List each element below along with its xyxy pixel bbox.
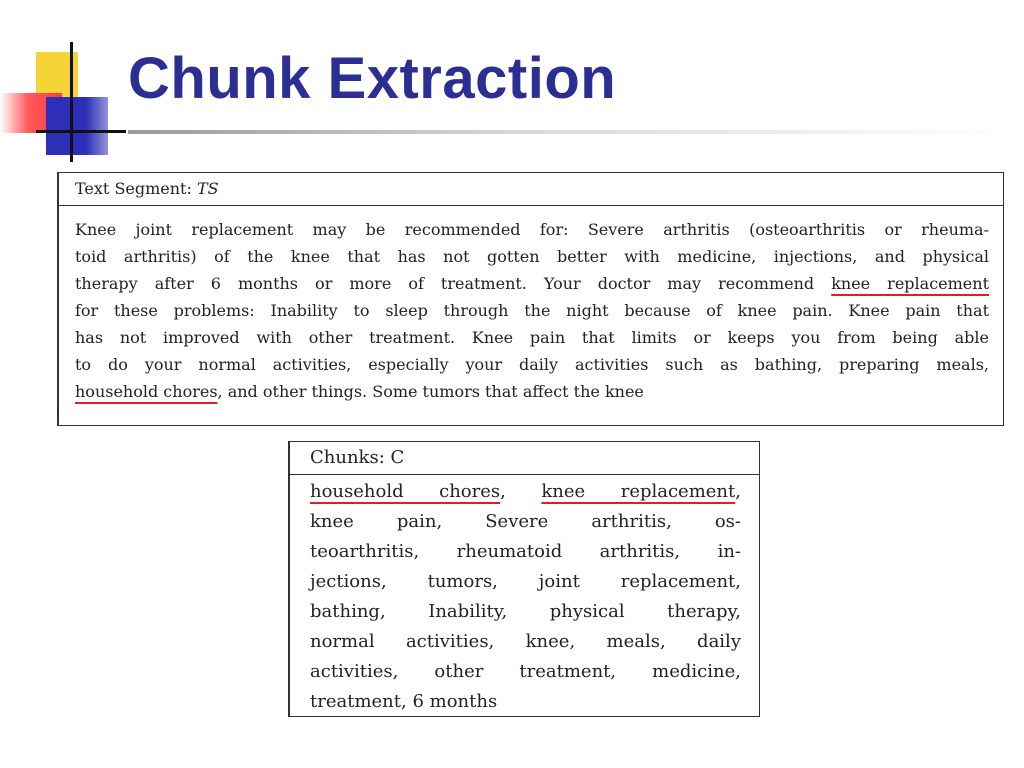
underlined-phrase-household-chores: household chores	[75, 382, 218, 401]
text-segment-body	[59, 206, 1003, 405]
chunk-line: jections, tumors, joint replacement,	[310, 571, 741, 592]
title-divider	[128, 130, 1008, 134]
segment-text: for these problems: Inability to sleep through the night because of knee pain. Knee pain that	[75, 301, 989, 320]
segment-line	[75, 378, 989, 405]
logo-horizontal-line	[36, 130, 126, 133]
chunk-underlined-household-chores: household chores	[310, 481, 501, 502]
underlined-phrase-knee-replacement: knee replacement	[831, 274, 989, 293]
segment-text: toid arthritis) of the knee that has not gotten better with medicine, injections, and physical	[75, 247, 989, 266]
segment-text: to do your normal activities, especially your daily activities such as bathing, preparing meals,	[75, 355, 989, 374]
segment-line	[75, 351, 989, 378]
text-segment-header	[59, 173, 1003, 206]
chunk-line: teoarthritis, rheumatoid arthritis, in-	[310, 541, 741, 562]
chunk-line: treatment, 6 months	[310, 691, 498, 712]
text-segment-box	[57, 172, 1004, 426]
chunk-line	[310, 477, 741, 507]
chunk-line: normal activities, knee, meals, daily	[310, 631, 741, 652]
slide-title: Chunk Extraction	[128, 46, 617, 111]
chunk-line: knee pain, Severe arthritis, os-	[310, 511, 741, 532]
segment-line	[75, 243, 989, 270]
chunk-separator: ,	[735, 481, 741, 502]
chunks-box	[288, 441, 760, 717]
segment-line	[75, 270, 989, 297]
chunk-separator: ,	[500, 481, 542, 502]
segment-text: therapy after 6 months or more of treatment. Your doctor may recommend	[75, 274, 832, 293]
chunks-body	[290, 475, 759, 717]
segment-text: has not improved with other treatment. Knee pain that limits or keeps you from being able	[75, 328, 989, 347]
logo-vertical-line	[70, 42, 73, 162]
segment-line	[75, 297, 989, 324]
segment-text: Knee joint replacement may be recommended for: Severe arthritis (osteoarthritis or rheuma-	[75, 220, 989, 239]
text-segment-label: Text Segment:	[75, 179, 197, 198]
logo-blue-fade	[86, 97, 118, 155]
chunks-header: Chunks: C	[290, 442, 759, 475]
segment-text: , and other things. Some tumors that affect the knee	[217, 382, 644, 401]
chunk-line: bathing, Inability, physical therapy,	[310, 601, 741, 622]
text-segment-symbol: TS	[196, 179, 219, 198]
chunk-underlined-knee-replacement: knee replacement	[541, 481, 736, 502]
chunk-line: activities, other treatment, medicine,	[310, 661, 741, 682]
segment-line	[75, 216, 989, 243]
segment-line	[75, 324, 989, 351]
